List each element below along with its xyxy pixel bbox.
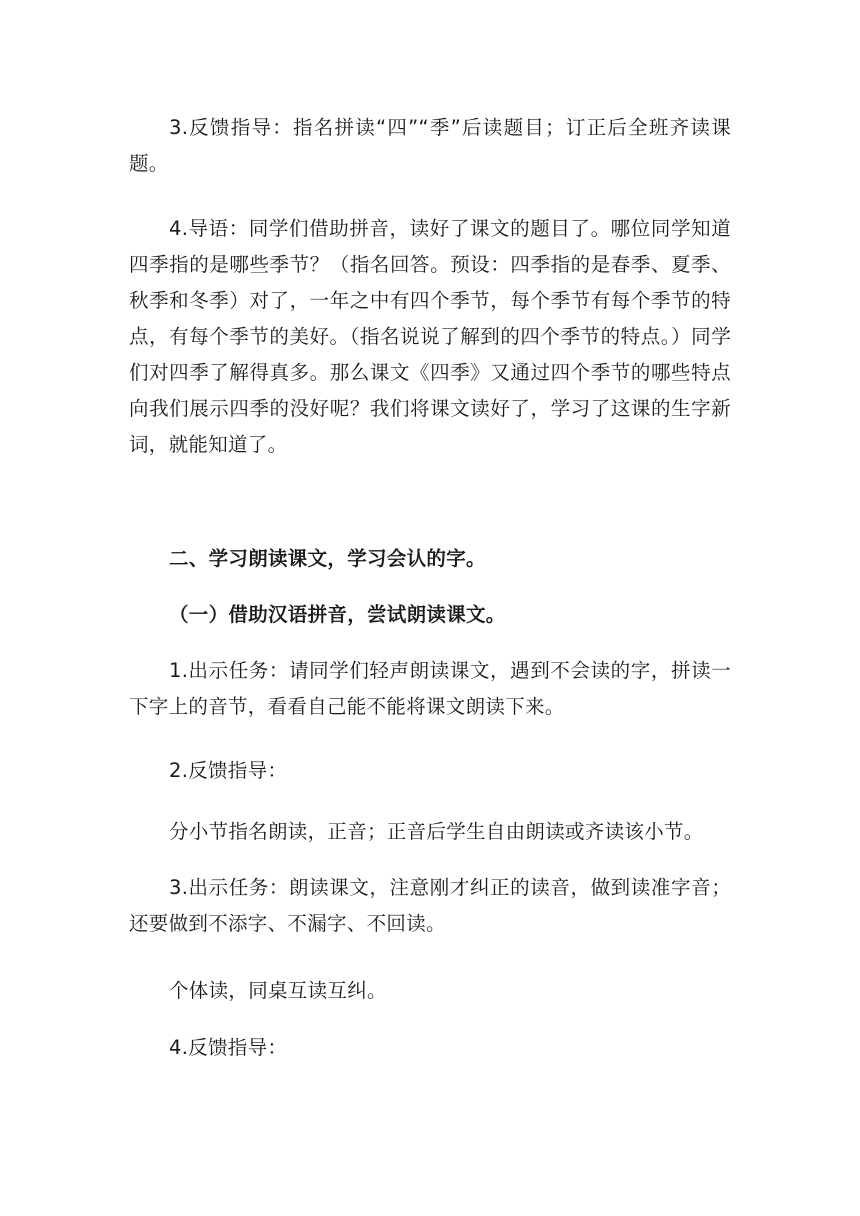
paragraph-section-reading: 分小节指名朗读，正音；正音后学生自由朗读或齐读该小节。 xyxy=(169,820,704,843)
paragraph-feedback-guidance-4: 4.反馈指导： xyxy=(169,1036,288,1059)
paragraph-introduction: 4.导语：同学们借助拼音，读好了课文的题目了。哪位同学知道四季指的是哪些季节？（指名回答。预设：四季指的是春季、夏季、秋季和冬季）对了，一年之中有四个季节，每个季节有每个季节的特点，有每个季节的美好。（指名说说了解到的四个季节的特点。）同学们对四季了解得真多。那么课文《四季》又通过四个季节的哪些特点向我们展示四季的没好呢？我们将课文读好了，学习了这课的生字新词，就能知道了。 xyxy=(129,217,731,456)
paragraph-feedback-guidance-1: 3.反馈指导：指名拼读“四”“季”后读题目；订正后全班齐读课题。 xyxy=(129,116,731,175)
subsection-heading-1: （一）借助汉语拼音，尝试朗读课文。 xyxy=(169,603,506,626)
paragraph-feedback-guidance-2: 2.反馈指导： xyxy=(169,759,288,782)
section-heading-2: 二、学习朗读课文，学习会认的字。 xyxy=(169,547,486,570)
paragraph-task-3: 3.出示任务：朗读课文，注意刚才纠正的读音，做到读准字音；还要做到不添字、不漏字、不回读。 xyxy=(129,876,731,935)
paragraph-individual-reading: 个体读，同桌互读互纠。 xyxy=(169,979,387,1002)
paragraph-task-1: 1.出示任务：请同学们轻声朗读课文，遇到不会读的字，拼读一下字上的音节，看看自己能不能将课文朗读下来。 xyxy=(129,659,731,718)
